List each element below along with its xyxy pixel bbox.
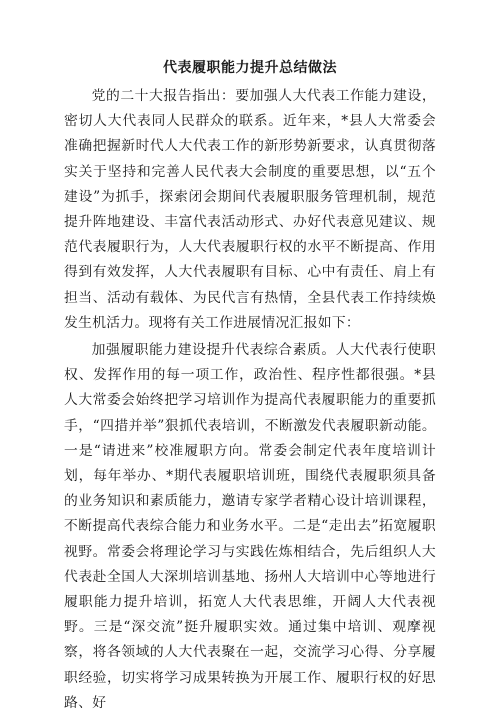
document-title: 代表履职能力提升总结做法: [163, 60, 337, 76]
paragraph-intro: 党的二十大报告指出：要加强人大代表工作能力建设，密切人大代表同人民群众的联系。近年来，*县人大常委会准确把握新时代人大代表工作的新形势新要求，认真贯彻落实关于坚持和完善人民代表大会制度的重要思想，以“五个建设”为抓手，探索闭会期间代表履职服务管理机制，规范提升阵地建设、丰富代表活动形式、办好代表意见建议、规范代表履职行为，人大代表履职行权的水平不断提高、作用得到有效发挥，人大代表履职有目标、心中有责任、肩上有担当、活动有载体、为民代言有热情，全县代表工作持续焕发生机活力。现将有关工作进展情况汇报如下：: [64, 88, 436, 331]
paragraph-training: 加强履职能力建设提升代表综合素质。人大代表行使职权、发挥作用的每一项工作，政治性、程序性都很强。*县人大常委会始终把学习培训作为提高代表履职能力的重要抓手，“四措并举”狠抓代表培训，不断激发代表履职新动能。一是“请进来”校准履职方向。常委会制定代表年度培训计划，每年举办、*期代表履职培训班，围绕代表履职须具备的业务知识和素质能力，邀请专家学者精心设计培训课程，不断提高代表综合能力和业务水平。二是“走出去”拓宽履职视野。常委会将理论学习与实践佐炼相结合，先后组织人大代表赴全国人大深圳培训基地、扬州人大培训中心等地进行履职能力提升培训，拓宽人大代表思维，开阔人大代表视野。三是“深交流”挺升履职实效。通过集中培训、观摩视察，将各领域的人大代表聚在一起，交流学习心得、分享履职经验，切实将学习成果转换为开展工作、履职行权的好思路、好: [64, 342, 436, 711]
